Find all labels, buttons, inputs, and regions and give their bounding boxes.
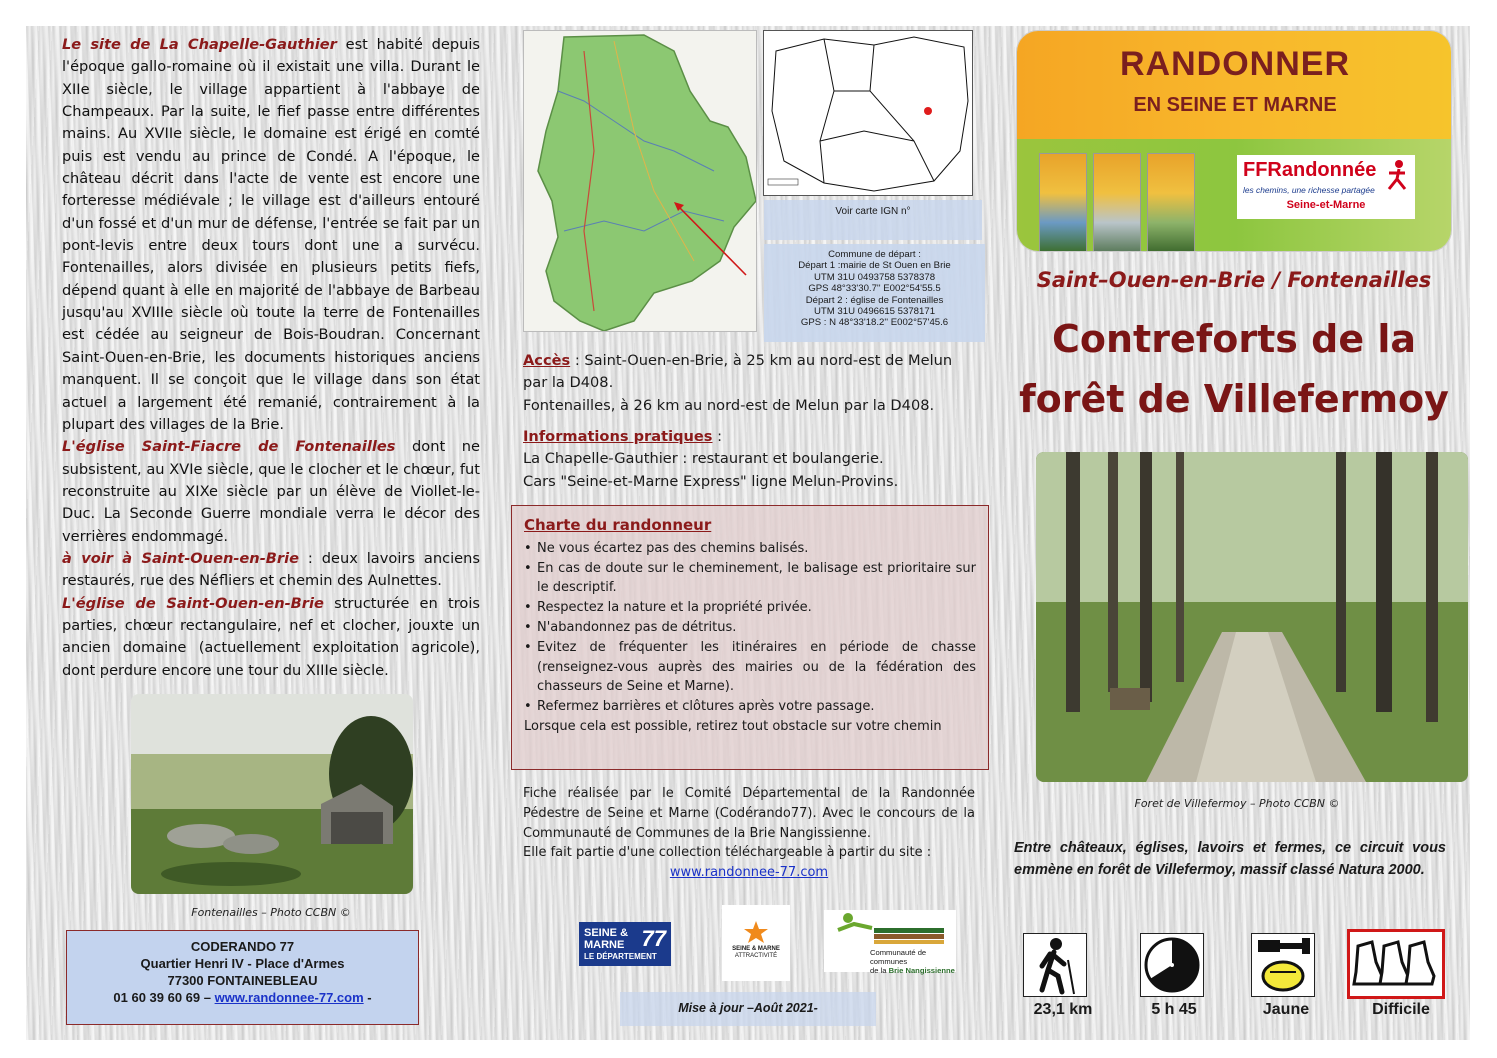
banner-subtitle: EN SEINE ET MARNE xyxy=(1133,94,1337,116)
contact-address-2: 77300 FONTAINEBLEAU xyxy=(167,973,318,988)
list-item: • N'abandonnez pas de détritus. xyxy=(524,618,976,638)
runner-icon xyxy=(824,910,956,946)
forest-photo xyxy=(1036,452,1468,782)
update-date: Mise à jour –Août 2021- xyxy=(620,992,876,1026)
seine-et-marne-logo: SEINE & MARNE LE DÉPARTEMENT 77 xyxy=(579,922,671,966)
history-text: Le site de La Chapelle-Gauthier est habité depuis l'époque gallo-romaine où il existait une villa. Durant le XIIe siècle, le village appartient à l'abbaye de Champeaux. Par la suite, le fief passe entre différentes mains. Au XVIIe siècle, le domaine est érigé en comté puis est vendu au prince de Condé. A l'époque, le château décrit dans l'acte de vente est encore une forteresse médiévale ; le village est d'ailleurs entouré d'un fossé et d'un mur de défense, l'entrée se fait par un pont-levis entre deux tours dont une a survécu. Fontenailles, alors divisée en plusieurs petits fiefs, dépend quant à elle en majorité de l'abbaye de Barbeau jusqu'au XVIIIe siècle où toute la terre de Fontenailles est cédée au seigneur de Bois-Boudran. Concernant Saint-Ouen-en-Brie, les documents historiques anciens manquent. Il se conçoit que le village dans son état actuel a largement été remanié, contrairement à la plupart des villages de la Brie. L'église Saint-Fiacre de Fontenailles dont ne subsistent, au XVIe siècle, que le clocher et le chœur, fut reconstruite au XIXe siècle par un élève de Viollet-le-Duc. La Seconde Guerre mondiale verra le décor des verrières endommagé. à voir à Saint-Ouen-en-Brie : deux lavoirs anciens restaurés, rue des Néfliers et chemin des Aulnettes. L'église de Saint-Ouen-en-Brie structurée en trois parties, chœur rectangulaire, nef et clocher, jouxte un ancien domaine (actuellement exploitation agricole), dont perdure encore une tour du XIIIe siècle. xyxy=(62,36,481,679)
access-section: Accès : Saint-Ouen-en-Brie, à 25 km au nord-est de Melun par la D408. Fontenailles, à 26 km au nord-est de Melun par la D408. xyxy=(523,352,953,414)
clock-icon xyxy=(1140,933,1204,997)
contact-address-1: Quartier Henri IV - Place d'Armes xyxy=(140,956,345,971)
charter-title: Charte du randonneur xyxy=(524,516,712,534)
fontenailles-photo-caption: Fontenailles – Photo CCBN © xyxy=(191,906,351,919)
topoguide-cover xyxy=(1093,153,1141,252)
list-item: • Evitez de fréquenter les itinéraires en période de chasse (renseignez-vous auprès des mairies ou de la fédération des chasseurs de Seine et Marne). xyxy=(524,638,976,697)
contact-box xyxy=(66,930,419,1025)
difficulty-boots-icon xyxy=(1347,929,1445,999)
hiker-charter-box xyxy=(511,505,989,770)
page-title: Contreforts de la forêt de Villefermoy xyxy=(1019,317,1449,421)
collection-website-link[interactable]: www.randonnee-77.com xyxy=(669,865,829,881)
departure-info: Commune de départ : Départ 1 :mairie de St Ouen en Brie UTM 31U 0493758 5378378 GPS 48°33'30.7'' E002°54'55.5 Départ 2 : église de Fontenailles UTM 31U 0496615 5378171 GPS : N 48°33'18.2'' E002°57'45.6 xyxy=(764,244,985,342)
access-title: Accès xyxy=(523,352,571,369)
route-subtitle: Saint–Ouen-en-Brie / Fontenailles xyxy=(1036,268,1432,292)
brochure-sheet xyxy=(26,26,1470,1040)
charter-list xyxy=(524,539,976,717)
topoguide-cover xyxy=(1147,153,1195,252)
hiker-logo-icon xyxy=(1385,159,1411,193)
contact-org: CODERANDO 77 xyxy=(190,939,295,954)
route-description: Entre châteaux, églises, lavoirs et fermes, ce circuit vous emmène en forêt de Villefermoy, massif classé Natura 2000. xyxy=(1014,840,1446,878)
practical-info-title: Informations pratiques xyxy=(523,428,713,445)
practical-info-section: Informations pratiques : La Chapelle-Gauthier : restaurant et boulangerie. Cars "Seine-et-Marne Express" ligne Melun-Provins. xyxy=(523,428,899,490)
difficulty-value: Difficile xyxy=(1372,1001,1430,1018)
brie-nangissienne-logo: Communauté de communes de la Brie Nangissienne xyxy=(824,910,956,972)
distance-value: 23,1 km xyxy=(1033,1001,1093,1018)
paint-marking-icon xyxy=(1251,933,1315,997)
banner-title: RANDONNER xyxy=(1120,45,1350,83)
fontenailles-photo xyxy=(131,694,413,894)
contact-website-link[interactable]: www.randonnee-77.com xyxy=(214,990,364,1005)
header-banner xyxy=(1016,30,1452,252)
list-item: • En cas de doute sur le cheminement, le balisage est prioritaire sur le descriptif. xyxy=(524,559,976,599)
list-item: • Ne vous écartez pas des chemins balisés. xyxy=(524,539,976,559)
list-item: • Refermez barrières et clôtures après votre passage. xyxy=(524,697,976,717)
marking-value: Jaune xyxy=(1262,1001,1310,1018)
hiker-icon xyxy=(1023,933,1087,997)
contact-phone-line: 01 60 39 60 69 – www.randonnee-77.com - xyxy=(113,990,372,1005)
list-item: • Respectez la nature et la propriété privée. xyxy=(524,598,976,618)
ign-map-reference: Voir carte IGN n° xyxy=(764,200,982,240)
duration-value: 5 h 45 xyxy=(1151,1001,1197,1018)
credits-text: Fiche réalisée par le Comité Départemental de la Randonnée Pédestre de Seine et Marne (Codérando77). Avec le concours de la Communauté de Communes de la Brie Nangissienne. Elle fait partie d'une collection téléchargeable à partir du site : www.randonnee-77.com xyxy=(523,784,975,883)
attractivite-logo: SEINE & MARNE ATTRACTIVITÉ xyxy=(722,905,790,981)
topoguide-cover xyxy=(1039,153,1087,252)
forest-photo-caption: Foret de Villefermoy – Photo CCBN © xyxy=(1134,797,1340,810)
seine-et-marne-map xyxy=(523,30,757,332)
charter-footer: Lorsque cela est possible, retirez tout obstacle sur votre chemin xyxy=(524,718,942,734)
ffrandonnee-logo: FFRandonnée les chemins, une richesse partagée Seine-et-Marne xyxy=(1237,155,1415,219)
star-icon xyxy=(744,921,768,943)
ile-de-france-map xyxy=(763,30,973,196)
